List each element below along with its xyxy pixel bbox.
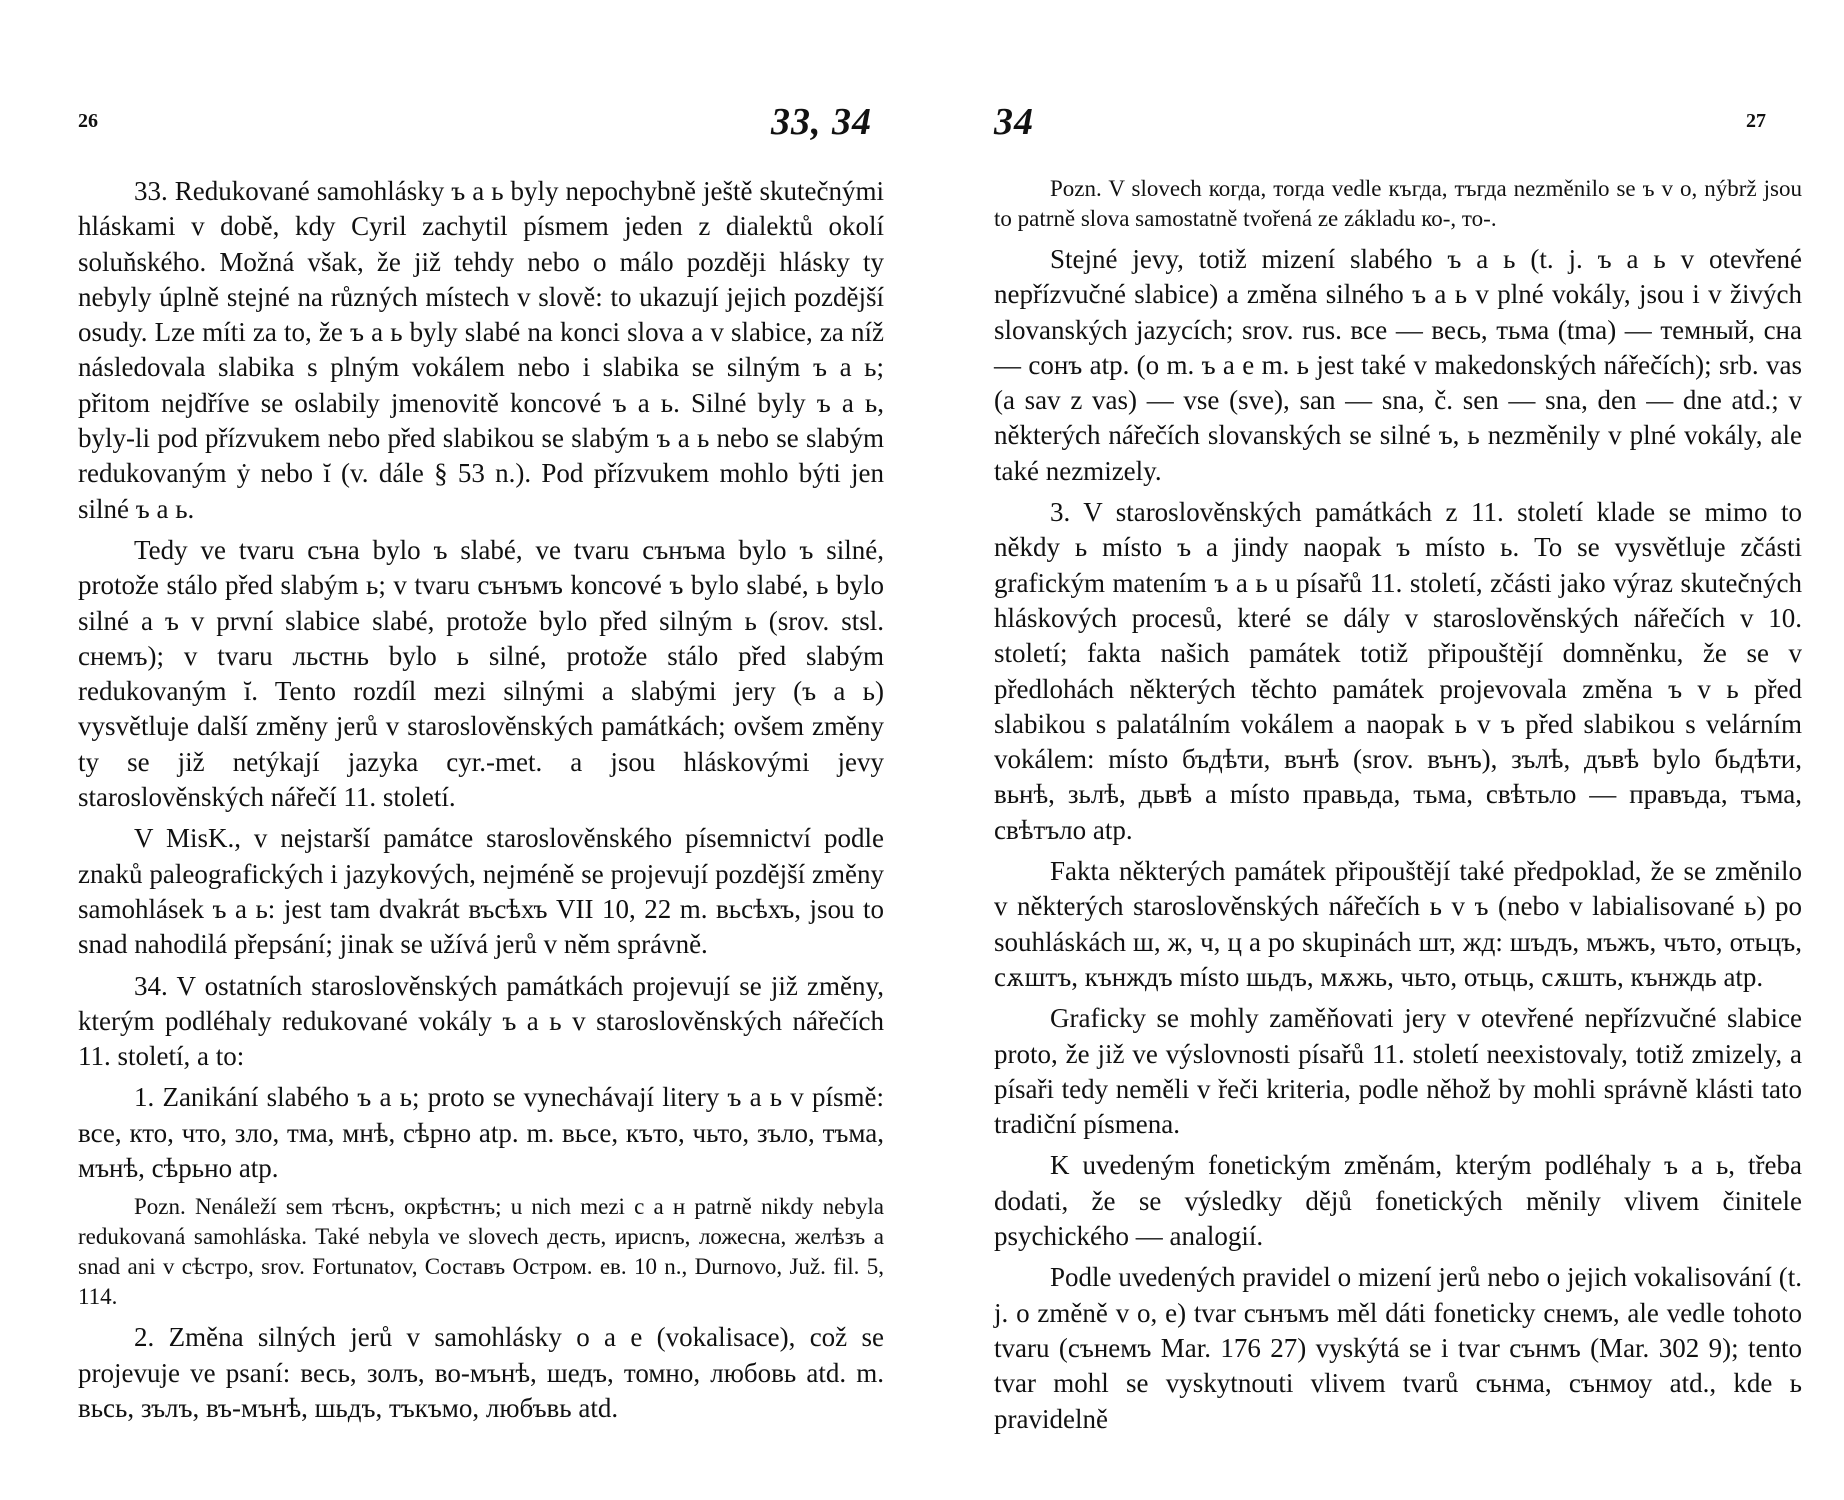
- footnote-paragraph: Pozn. Nenáleží sem тѣснъ, окрѣстнъ; u nich mezi с a н patrně nikdy nebyla redukovaná samohláska. Také nebyla ve slovech десть, ирисnъ, ложесна, желѣзъ a snad ani v сѣстро, srov. Fortunatov, Составъ Остром. ев. 10 n., Durnovo, Juž. fil. 5, 114.: [78, 1194, 884, 1310]
- paragraph: Stejné jevy, totiž mizení slabého ъ a ь (t. j. ъ a ь v otevřené nepřízvučné slabice) a změna silného ъ a ь v plné vokály, jsou i v živých slovanských jazycích; srov. rus. все — весь, тьма (tma) — темный, сна — сонъ atp. (o m. ъ a e m. ь jest také v makedonských nářečích); srb. vas (a sav z vas) — vse (sve), san — sna, č. sen — sna, den — dne atd.; v některých nářečích slovanských se silné ъ, ь nezměnily v plné vokály, ale také nezmizely.: [994, 244, 1802, 486]
- paragraph: Graficky se mohly zaměňovati jery v otevřené nepřízvučné slabice proto, že již ve výslovnosti písařů 11. století neexistovaly, totiž zmizely, a písaři tedy neměli v řeči kriteria, podle něhož by mohli správně klásti tato tradiční písmena.: [994, 1003, 1802, 1140]
- paragraph: V MisK., v nejstarší památce staroslověnského písemnictví podle znaků paleografických i jazykových, nejméně se projevují pozdější změny samohlásek ъ a ь: jest tam dvakrát въсѣхъ VII 10, 22 m. вьсѣхъ, jsou to snad nahodilá přepsání; jinak se užívá jerů v něm správně.: [78, 823, 884, 960]
- running-section-header: 34: [994, 101, 1034, 143]
- paragraph: Fakta některých památek připouštějí také předpoklad, že se změnilo v některých staroslověnských nářečích ь v ъ (nebo v labialisované ь) po souhláskách ш, ж, ч, ц a po skupinách шт, жд: шъдъ, мъжъ, чъто, отьцъ, сѫштъ, кънждъ místo шьдъ, мѫжь, чьто, отьць, сѫшть, кънждь atp.: [994, 856, 1802, 992]
- footnote-paragraph: Pozn. V slovech когда, тогда vedle къгда, тъгда nezměnilo se ъ v o, nýbrž jsou to patrně slova samostatně tvořená ze základu ко-, то-.: [994, 176, 1802, 231]
- left-page-body: [78, 174, 884, 1432]
- paragraph: Tedy ve tvaru съна bylo ъ slabé, ve tvaru сънъма bylo ъ silné, protože stálo před slabým ь; v tvaru сънъмъ koncové ъ bylo slabé, ь bylo silné a ъ v první slabice slabé, protože bylo před silným ь (srov. stsl. снемъ); v tvaru льстнь bylo ь silné, protože stálo před slabým redukovaným ĭ. Tento rozdíl mezi silnými a slabými jery (ъ a ь) vysvětluje další změny jerů v staroslověnských památkách; ovšem změny ty se již netýkají jazyka cyr.-met. a jsou hláskovými jevy staroslověnských nářečí 11. století.: [78, 534, 884, 813]
- paragraph-section-34: 34. V ostatních staroslověnských památkách projevují se již změny, kterým podléhaly redukované vokály ъ a ь v staroslověnských nářečích 11. století, a to:: [78, 970, 884, 1072]
- paragraph-section-33: 33. Redukované samohlásky ъ a ь byly nepochybně ještě skutečnými hláskami v době, kdy Cyril zachytil písmem jeden z dialektů okolí soluňského. Možná však, že již tehdy nebo o málo později hlásky ty nebyly úplně stejné na různých místech v slově: to ukazují jejich pozdější osudy. Lze míti za to, že ъ a ь byly slabé na konci slova a v slabice, za níž následovala slabika s plným vokálem nebo i slabika se silným ъ a ь; přitom nejdříve se oslabily jmenovitě koncové ъ a ь. Silné byly ъ a ь, byly-li pod přízvukem nebo před slabikou se slabým ъ a ь nebo se slabým redukovaným ẏ nebo ĭ (v. dále § 53 n.). Pod přízvukem mohlo býti jen silné ъ a ь.: [78, 176, 884, 524]
- paragraph: Podle uvedených pravidel o mizení jerů nebo o jejich vokalisování (t. j. o změně v o, e) tvar сънъмъ měl dáti foneticky снемъ, ale vedle tohoto tvaru (сънемъ Mar. 176 27) vyskýtá se i tvar сънмъ (Mar. 302 9); tento tvar mohl se vyskytnouti vlivem tvarů сънма, сънмоу atd., kde ь pravidelně: [994, 1262, 1802, 1434]
- paragraph: 2. Změna silných jerů v samohlásky o a e (vokalisace), což se projevuje ve psaní: весь, золъ, во-мънѣ, шедъ, томно, любовь atd. m. вьсь, зълъ, въ-мънѣ, шьдъ, тъкъмо, любъвь atd.: [78, 1322, 884, 1423]
- page-number: 27: [1746, 110, 1766, 132]
- running-section-header: 33, 34: [771, 101, 872, 143]
- paragraph: 3. V staroslověnských památkách z 11. století klade se mimo to někdy ь místo ъ a jindy naopak ъ místo ь. To se vysvětluje zčásti grafickým matením ъ a ь u písařů 11. století, zčásti jako výraz skutečných hláskových procesů, které se dály v staroslověnských nářečích v 10. století; fakta našich památek totiž připouštějí domněnku, že se v předlohách některých těchto památek projevovala změna ъ v ь před slabikou s palatálním vokálem a naopak ь v ъ před slabikou s velárním vokálem: místo бъдѣти, вънѣ (srov. вънъ), зълѣ, дъвѣ bylo бьдѣти, вьнѣ, зьлѣ, дьвѣ a místo правьда, тьма, свѣтьло — правъда, тъма, свѣтъло atp.: [994, 497, 1802, 845]
- page-number: 26: [78, 110, 98, 132]
- paragraph: 1. Zanikání slabého ъ a ь; proto se vynechávají litery ъ a ь v písmě: все, кто, что, зло, тма, мнѣ, сѣрно atp. m. вьсе, къто, чьто, зъло, тъма, мънѣ, сѣрьно atp.: [78, 1082, 884, 1184]
- paragraph: K uvedeným fonetickým změnám, kterým podléhaly ъ a ь, třeba dodati, že se výsledky dějů fonetických měnily vlivem činitele psychického — analogií.: [994, 1150, 1802, 1252]
- right-page: [922, 0, 1844, 1500]
- right-page-body: [994, 174, 1802, 1443]
